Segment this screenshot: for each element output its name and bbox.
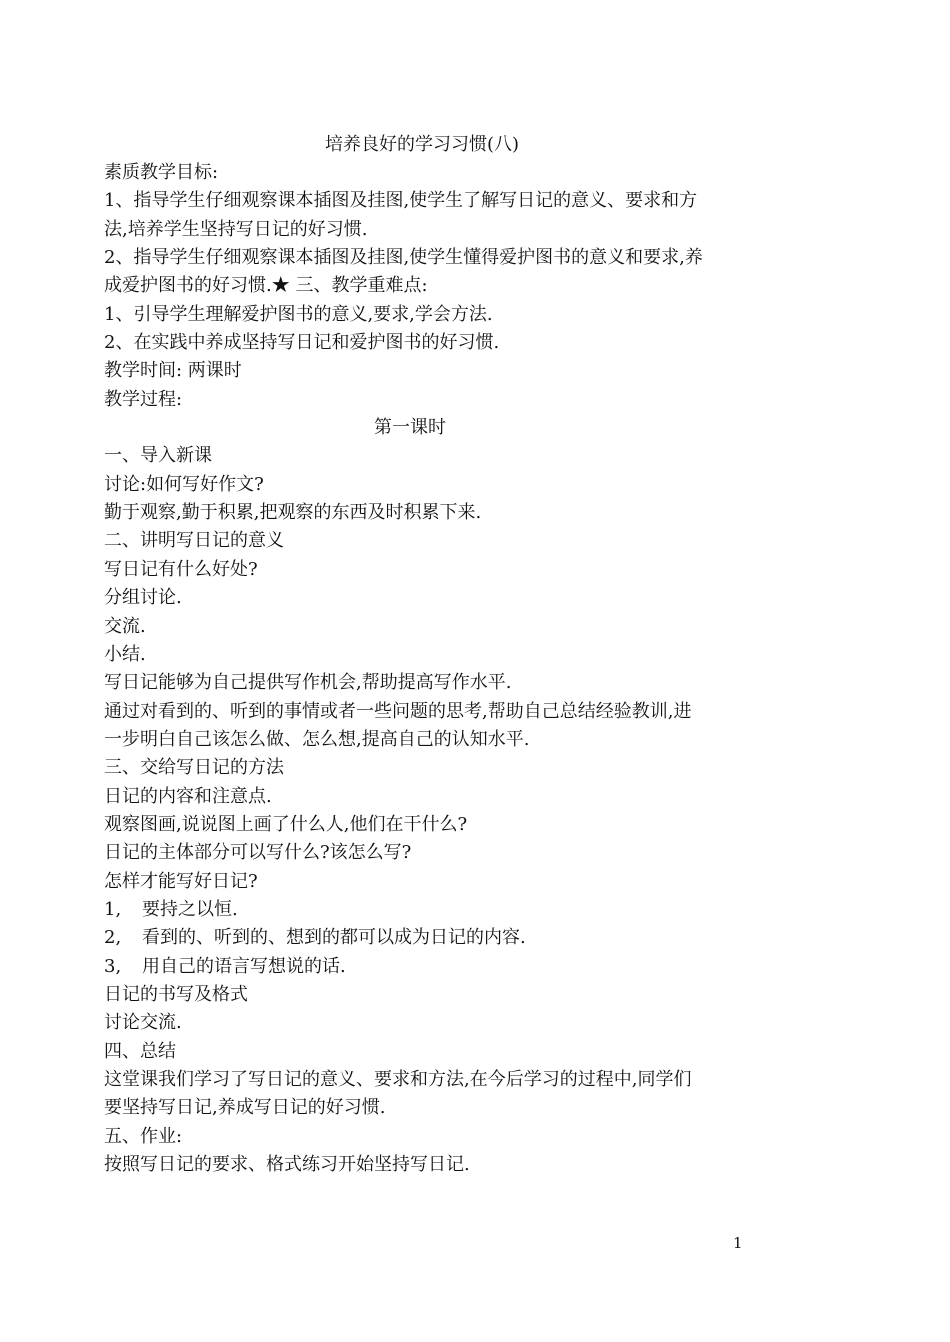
paragraph-line: 讨论:如何写好作文? <box>104 473 264 495</box>
document-body <box>104 159 754 1179</box>
paragraph-line: 2、指导学生仔细观察课本插图及挂图,使学生懂得爱护图书的意义和要求,养 <box>104 247 703 269</box>
section-heading: 四、总结 <box>104 1040 176 1062</box>
paragraph-line: 1、指导学生仔细观察课本插图及挂图,使学生了解写日记的意义、要求和方 <box>104 190 698 212</box>
item-text: 看到的、听到的、想到的都可以成为日记的内容. <box>142 927 526 949</box>
paragraph-line: 写日记有什么好处? <box>104 558 258 580</box>
paragraph-line: 日记的书写及格式 <box>104 983 248 1005</box>
item-text: 要持之以恒. <box>142 898 238 920</box>
numbered-item <box>104 896 754 924</box>
section-heading-objectives: 素质教学目标: <box>104 162 219 183</box>
paragraph-line: 成爱护图书的好习惯.★ 三、教学重难点: <box>104 275 428 297</box>
section-heading: 三、交给写日记的方法 <box>104 757 284 779</box>
numbered-item <box>104 953 754 981</box>
section-heading: 五、作业: <box>104 1125 183 1147</box>
paragraph-line: 日记的主体部分可以写什么?该怎么写? <box>104 842 412 864</box>
paragraph-line: 怎样才能写好日记? <box>104 870 258 892</box>
paragraph-line: 1、引导学生理解爱护图书的意义,要求,学会方法. <box>104 303 493 325</box>
document-title: 培养良好的学习习惯(八) <box>324 134 520 155</box>
paragraph-line: 勤于观察,勤于积累,把观察的东西及时积累下来. <box>104 502 482 524</box>
section-heading: 一、导入新课 <box>104 445 212 467</box>
paragraph-line: 一步明白自己该怎么做、怎么想,提高自己的认知水平. <box>104 728 530 750</box>
paragraph-line: 法,培养学生坚持写日记的好习惯. <box>104 218 368 240</box>
paragraph-line: 分组讨论. <box>104 587 182 609</box>
item-number: 1, <box>104 898 122 920</box>
section-heading: 二、讲明写日记的意义 <box>104 530 284 552</box>
paragraph-line: 按照写日记的要求、格式练习开始坚持写日记. <box>104 1154 470 1176</box>
paragraph-line: 交流. <box>104 615 146 637</box>
paragraph-line: 要坚持写日记,养成写日记的好习惯. <box>104 1097 386 1119</box>
paragraph-line: 日记的内容和注意点. <box>104 785 272 807</box>
teaching-process-heading: 教学过程: <box>104 388 183 410</box>
paragraph-line: 这堂课我们学习了写日记的意义、要求和方法,在今后学习的过程中,同学们 <box>104 1069 692 1090</box>
paragraph-line: 小结. <box>104 643 146 665</box>
paragraph-line: 讨论交流. <box>104 1012 182 1034</box>
paragraph-line: 观察图画,说说图上画了什么人,他们在干什么? <box>104 813 468 835</box>
item-number: 3, <box>104 955 122 977</box>
paragraph-line: 2、在实践中养成坚持写日记和爱护图书的好习惯. <box>104 332 500 354</box>
paragraph-line: 通过对看到的、听到的事情或者一些问题的思考,帮助自己总结经验教训,进 <box>104 700 692 722</box>
paragraph-line: 写日记能够为自己提供写作机会,帮助提高写作水平. <box>104 672 512 694</box>
numbered-item <box>104 924 754 952</box>
item-number: 2, <box>104 927 122 949</box>
item-text: 用自己的语言写想说的话. <box>142 955 346 977</box>
teaching-time: 教学时间: 两课时 <box>104 360 242 382</box>
page-number: 1 <box>733 1234 743 1252</box>
lesson-heading: 第一课时 <box>374 417 446 439</box>
